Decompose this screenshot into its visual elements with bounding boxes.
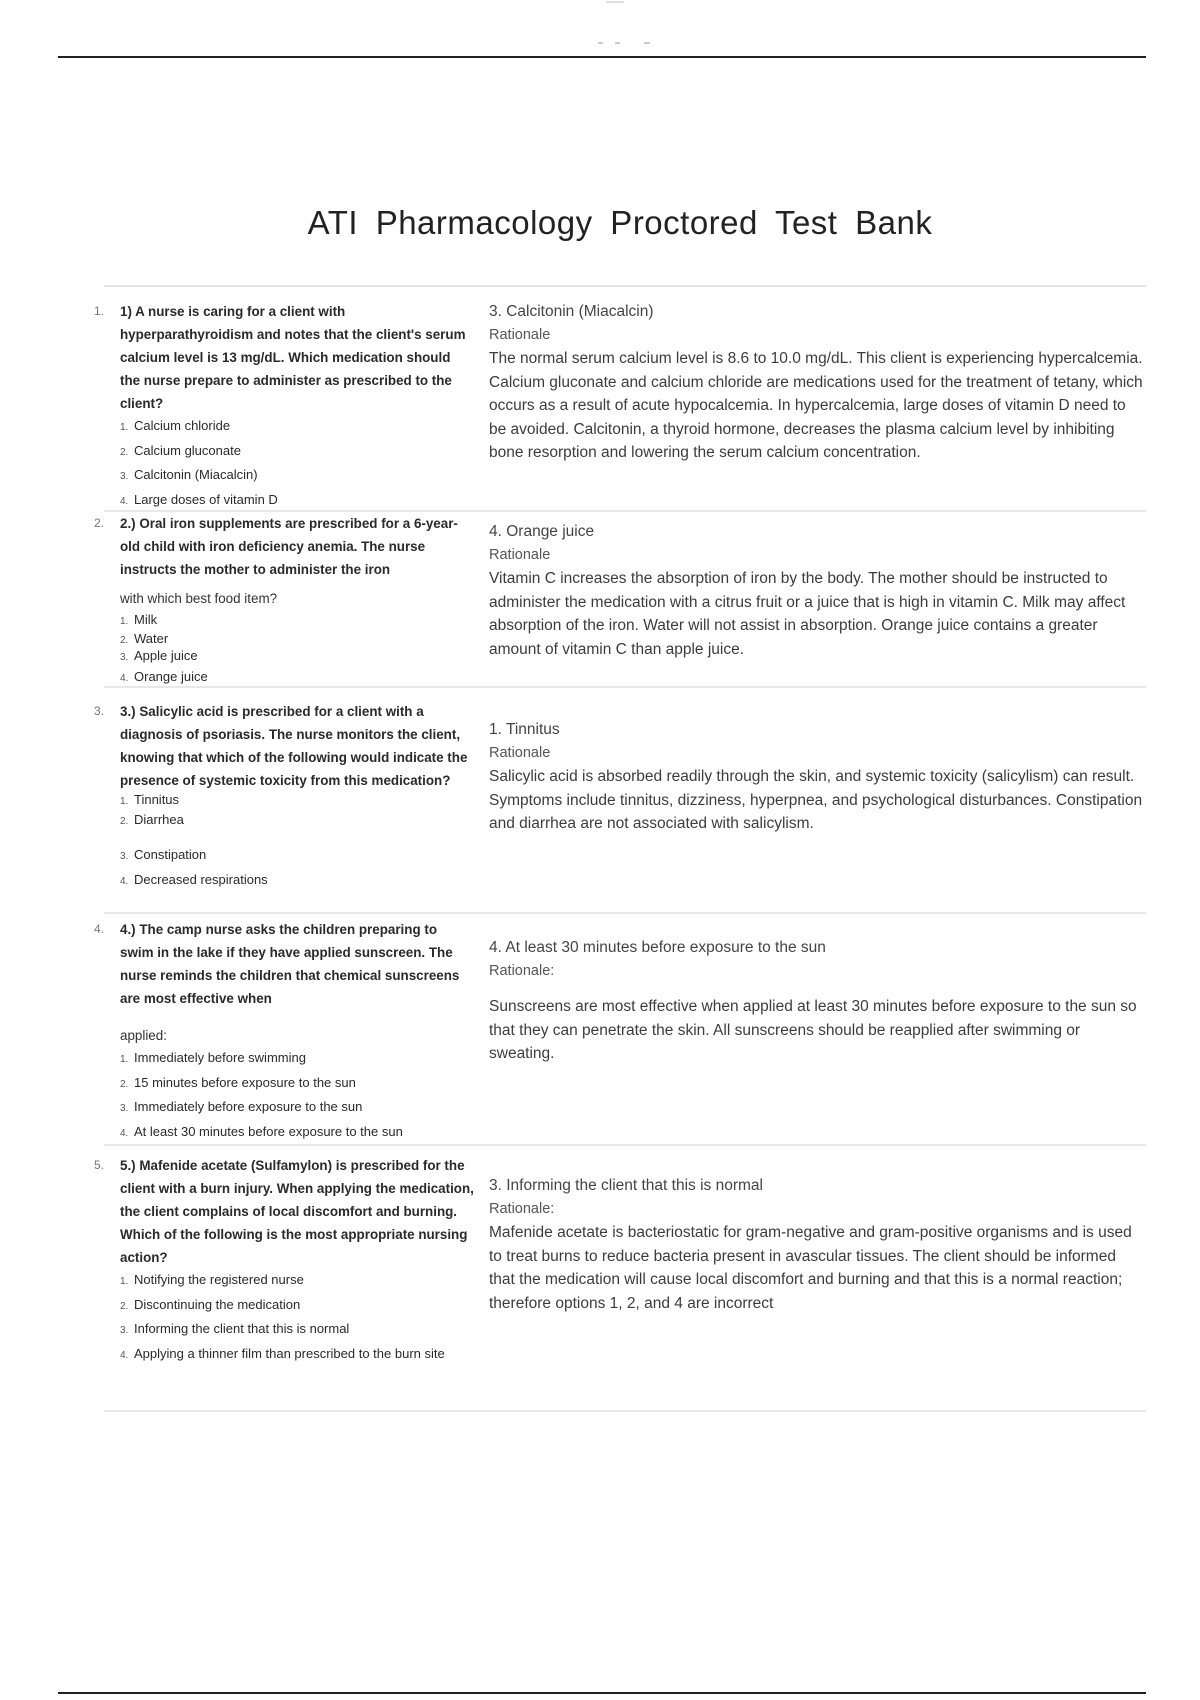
question-block <box>94 1154 474 1367</box>
question-stem-continued: applied: <box>120 1028 167 1043</box>
option-4[interactable]: 4. Decreased respirations <box>120 871 268 887</box>
question-number: 4. <box>94 922 105 936</box>
option-3[interactable]: 3. Informing the client that this is normal <box>120 1321 350 1336</box>
option-2[interactable]: 2. Calcium gluconate <box>120 442 241 458</box>
question-stem: 3.) Salicylic acid is prescribed for a client with a diagnosis of psoriasis. The nurse monitors the client, knowing that which of the following would indicate the presence of systemic toxicity from this medication? <box>120 704 468 788</box>
option-4[interactable]: 4. At least 30 minutes before exposure to the sun <box>120 1123 403 1139</box>
question-card-1 <box>94 286 1146 512</box>
option-3[interactable]: 3. Calcitonin (Miacalcin) <box>120 467 258 482</box>
question-block <box>94 700 474 893</box>
option-3[interactable]: 3. Constipation <box>120 847 207 862</box>
answer-block <box>489 718 1144 836</box>
option-list <box>104 415 474 513</box>
question-card-4 <box>94 914 1146 1146</box>
correct-answer: 4. Orange juice <box>489 523 595 540</box>
bottom-rule <box>58 1692 1146 1694</box>
option-1[interactable]: 1. Notifying the registered nurse <box>120 1272 304 1287</box>
answer-block <box>489 936 1144 1066</box>
rationale-label: Rationale <box>489 546 551 563</box>
question-stem: 4.) The camp nurse asks the children preparing to swim in the lake if they have applied sunscreen. The nurse reminds the children that chemical sunscreens are most effective when <box>120 922 460 1006</box>
question-block <box>94 918 474 1145</box>
option-1[interactable]: 1. Tinnitus <box>120 792 180 807</box>
answer-block <box>489 1174 1144 1315</box>
option-4[interactable]: 4. Orange juice <box>120 669 208 684</box>
question-block <box>94 300 474 513</box>
rationale-text: Vitamin C increases the absorption of iron by the body. The mother should be instructed to administer the medication with a citrus fruit or a juice that is high in vitamin C. Milk may affect absorption of the iron. Water will not assist in absorption. Orange juice contains a greater amount of vitamin C than apple juice. <box>489 570 1126 658</box>
option-2[interactable]: 2. Discontinuing the medication <box>120 1296 301 1312</box>
answer-block <box>489 520 1144 661</box>
question-card-2 <box>94 512 1146 688</box>
question-stem: 1) A nurse is caring for a client with hyperparathyroidism and notes that the client's serum calcium level is 13 mg/dL. Which medication should the nurse prepare to administer as prescribed to the client? <box>120 304 466 411</box>
question-card-3 <box>94 688 1146 914</box>
answer-block <box>489 300 1144 465</box>
option-3[interactable]: 3. Immediately before exposure to the sun <box>120 1099 363 1114</box>
option-2[interactable]: 2. 15 minutes before exposure to the sun <box>120 1074 356 1090</box>
option-1[interactable]: 1. Immediately before swimming <box>120 1050 306 1065</box>
option-1[interactable]: 1. Milk <box>120 612 158 627</box>
question-card-5 <box>94 1146 1146 1412</box>
question-number: 3. <box>94 704 105 718</box>
rationale-text: Sunscreens are most effective when applied at least 30 minutes before exposure to the sun so that they can penetrate the skin. All sunscreens should be reapplied after swimming or sweating. <box>489 998 1137 1062</box>
question-number: 1. <box>94 304 105 318</box>
correct-answer: 1. Tinnitus <box>489 721 560 738</box>
top-rule <box>58 56 1146 58</box>
correct-answer: 3. Informing the client that this is normal <box>489 1177 763 1194</box>
rationale-text: Salicylic acid is absorbed readily through the skin, and systemic toxicity (salicylism) can result. Symptoms include tinnitus, dizziness, hyperpnea, and psychological disturbances. Constipation and diarrhea are not associated with salicylism. <box>489 768 1143 832</box>
question-stem: 2.) Oral iron supplements are prescribed for a 6-year-old child with iron deficiency anemia. The nurse instructs the mother to administer the iron <box>120 516 458 577</box>
rationale-label: Rationale: <box>489 962 555 979</box>
correct-answer: 4. At least 30 minutes before exposure to the sun <box>489 939 826 956</box>
question-list <box>94 286 1146 1412</box>
option-list <box>104 610 474 690</box>
page-title: ATI Pharmacology Proctored Test Bank <box>307 204 933 241</box>
option-2[interactable]: 2. Water <box>120 631 169 646</box>
rationale-label: Rationale: <box>489 1200 555 1217</box>
option-2[interactable]: 2. Diarrhea <box>120 812 184 827</box>
option-list <box>104 792 474 893</box>
rationale-label: Rationale <box>489 326 551 343</box>
option-4[interactable]: 4. Large doses of vitamin D <box>120 491 278 507</box>
option-4[interactable]: 4. Applying a thinner film than prescribed to the burn site <box>120 1345 445 1361</box>
question-stem-continued: with which best food item? <box>120 591 278 606</box>
rationale-label: Rationale <box>489 744 551 761</box>
option-3[interactable]: 3. Apple juice <box>120 648 198 663</box>
question-block <box>94 512 474 690</box>
rationale-text: The normal serum calcium level is 8.6 to 10.0 mg/dL. This client is experiencing hypercalcemia. Calcium gluconate and calcium chloride are medications used for the treatment of tetany, which occurs as a result of acute hypocalcemia. In hypercalcemia, large doses of vitamin D need to be avoided. Calcitonin, a thyroid hormone, decreases the plasma calcium level by inhibiting bone resorption and lowering the serum calcium concentration. <box>489 350 1143 461</box>
rationale-text: Mafenide acetate is bacteriostatic for gram-negative and gram-positive organisms and is used to treat burns to reduce bacteria present in avascular tissues. The client should be informed that the medication will cause local discomfort and burning and that this is a normal reaction; therefore options 1, 2, and 4 are incorrect <box>489 1224 1132 1312</box>
question-number: 5. <box>94 1158 105 1172</box>
option-list <box>104 1269 474 1367</box>
option-1[interactable]: 1. Calcium chloride <box>120 418 231 433</box>
option-list <box>104 1047 474 1145</box>
question-stem: 5.) Mafenide acetate (Sulfamylon) is prescribed for the client with a burn injury. When applying the medication, the client complains of local discomfort and burning. Which of the following is the most appropriate nursing action? <box>120 1158 474 1265</box>
question-number: 2. <box>94 516 105 530</box>
header-marks <box>0 0 1200 50</box>
correct-answer: 3. Calcitonin (Miacalcin) <box>489 303 654 320</box>
